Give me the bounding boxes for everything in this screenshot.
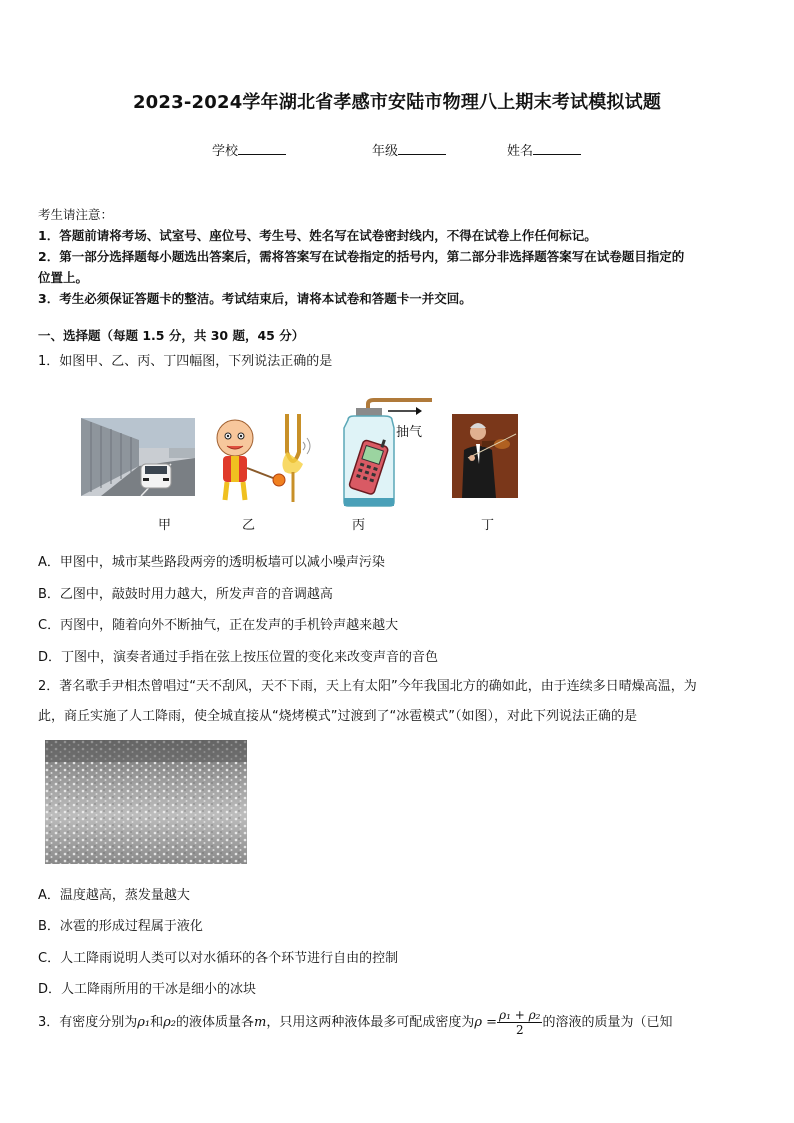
grade-field [372, 140, 446, 159]
q1-stem: 1．如图甲、乙、丙、丁四幅图，下列说法正确的是 [38, 354, 333, 369]
density-fraction [497, 1008, 542, 1037]
q3-stem [38, 1008, 672, 1038]
q3-text: 和 [150, 1015, 164, 1030]
q2-stem-line1: 2．著名歌手尹相杰曾唱过“天不刮风，天不下雨，天上有太阳”今年我国北方的确如此，由于连续多日晴燥高温，为 [38, 679, 697, 694]
note-item: 2．第一部分选择题每小题选出答案后，需将答案写在试卷指定的括号内，第二部分非选择题答案写在试卷题目指定的 [38, 249, 685, 264]
figure-label-ding: 丁 [481, 518, 495, 533]
note-item: 3．考生必须保证答题卡的整洁。考试结束后，请将本试卷和答题卡一并交回。 [38, 291, 472, 306]
note-item: 1．答题前请将考场、试室号、座位号、考生号、姓名写在试卷密封线内，不得在试卷上作任何标记。 [38, 228, 597, 243]
pump-label: 抽气 [396, 425, 423, 440]
arrow-right-icon [388, 406, 422, 416]
note-item: 位置上。 [38, 270, 89, 285]
figure-label-yi: 乙 [242, 518, 256, 533]
exam-notes [38, 204, 760, 309]
school-label: 学校 [212, 144, 239, 159]
figure-label-jia: 甲 [158, 518, 172, 533]
q2-option-b[interactable]: B．冰雹的形成过程属于液化 [38, 919, 203, 934]
grade-label: 年级 [372, 144, 399, 159]
q2-option-a[interactable]: A．温度越高，蒸发量越大 [38, 888, 190, 903]
figure-label-bing: 丙 [352, 518, 366, 533]
q1-option-c[interactable]: C．丙图中，随着向外不断抽气，正在发声的手机铃声越来越大 [38, 618, 399, 633]
q2-stem-line2: 此，商丘实施了人工降雨，使全城直接从“烧烤模式”过渡到了“冰雹模式”（如图），对此下列说法正确的是 [38, 709, 637, 724]
fraction-denominator: 2 [515, 1023, 524, 1037]
rho2-symbol: ρ₂ [163, 1015, 177, 1030]
name-blank[interactable] [533, 142, 581, 155]
q3-text: 的液体质量各 [176, 1015, 255, 1030]
q2-option-c[interactable]: C．人工降雨说明人类可以对水循环的各个环节进行自由的控制 [38, 951, 399, 966]
school-blank[interactable] [238, 142, 286, 155]
hail-photo [45, 740, 247, 864]
page-title: 2023-2024学年湖北省孝感市安陆市物理八上期末考试模拟试题 [132, 92, 662, 113]
highway-barrier-image [81, 418, 195, 496]
rho-equals: ρ = [474, 1015, 498, 1030]
q3-text: 的溶液的质量为（已知 [542, 1015, 673, 1030]
drummer-tuning-fork-image [207, 412, 313, 508]
q1-option-b[interactable]: B．乙图中，敲鼓时用力越大，所发声音的音调越高 [38, 587, 333, 602]
name-label: 姓名 [507, 144, 534, 159]
school-field [212, 140, 286, 159]
rho1-symbol: ρ₁ [137, 1015, 151, 1030]
name-field [507, 140, 581, 159]
violinist-image [452, 414, 518, 498]
q1-option-d[interactable]: D．丁图中，演奏者通过手指在弦上按压位置的变化来改变声音的音色 [38, 650, 439, 665]
q3-text: ，只用这两种液体最多可配成密度为 [266, 1015, 475, 1030]
q1-option-a[interactable]: A．甲图中，城市某些路段两旁的透明板墙可以减小噪声污染 [38, 555, 385, 570]
mass-symbol: m [254, 1015, 267, 1030]
notes-heading: 考生请注意： [38, 207, 114, 222]
section-heading: 一、选择题（每题 1.5 分，共 30 题，45 分） [38, 328, 305, 343]
fraction-numerator: ρ₁ + ρ₂ [499, 1008, 541, 1022]
q2-option-d[interactable]: D．人工降雨所用的干冰是细小的冰块 [38, 982, 257, 997]
grade-blank[interactable] [398, 142, 446, 155]
q3-text: 3．有密度分别为 [38, 1015, 138, 1030]
